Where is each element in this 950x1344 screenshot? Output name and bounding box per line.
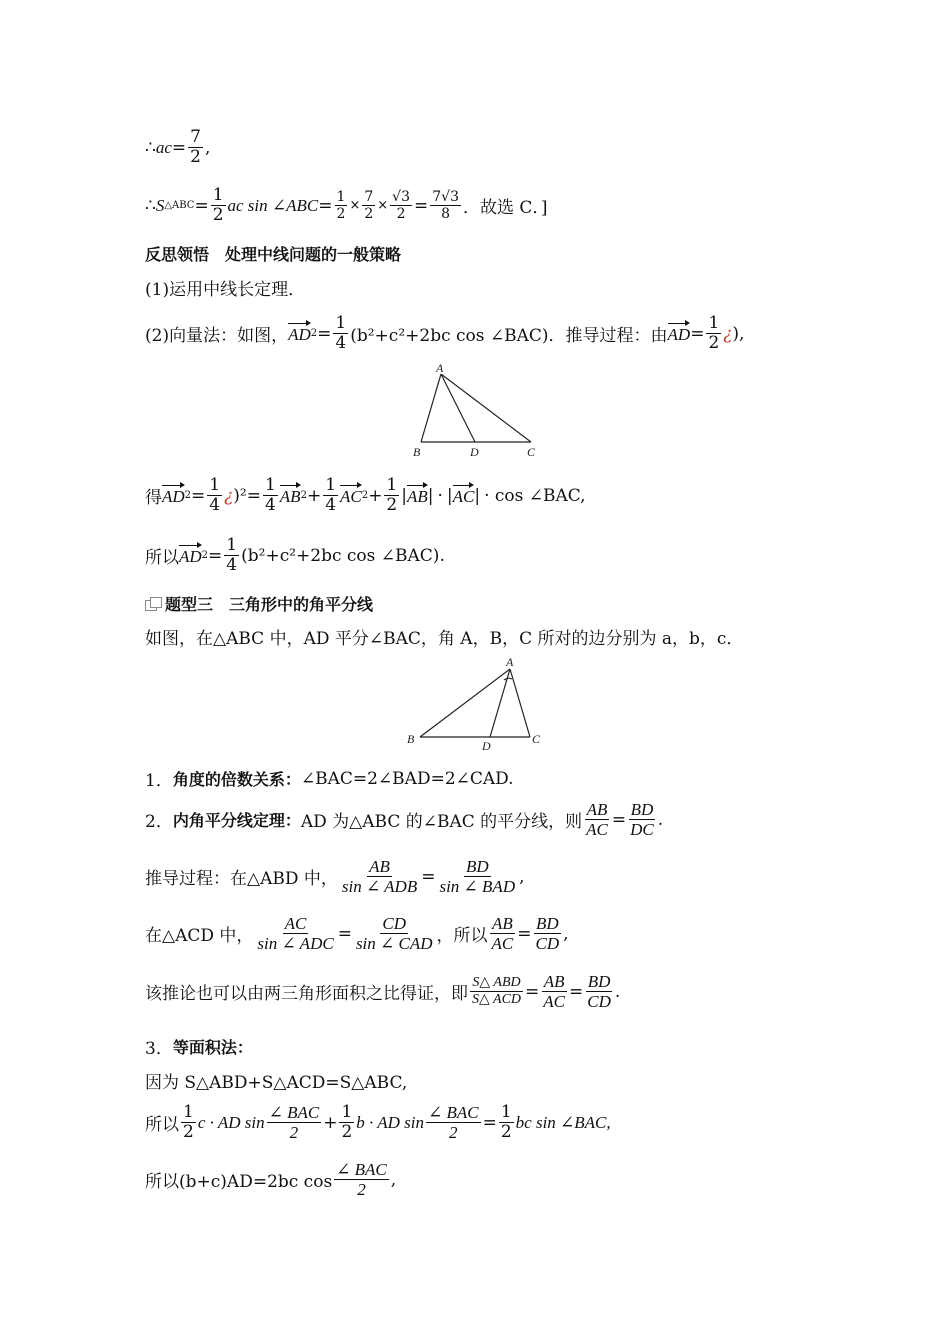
intro-text: 如图，在△ABC 中，AD 平分∠BAC，角 A，B，C 所对的边分别为 a，b，c． [145,629,744,649]
vertex-d-label: D [470,445,479,459]
bisector-triangle-figure [400,655,560,755]
point-2: 2． 内角平分线定理： AD 为△ABC 的∠BAC 的平分线，则 $\frac{AB}{AC}$ = $\frac{BD}{DC}$ . [145,800,664,839]
line-ac: ∴ ac = $\frac{7}{2}$ , [145,127,211,167]
line-derive: 得 AD 2 = $\frac{1}{4}$ ¿ )²= $\frac{1}{4}$ AB 2 + $\frac{1}{4}$ AC 2 + $\frac{1}{2}$ | AB | · | AC | · cos ∠BAC, [145,475,586,515]
line-area: ∴ S △ABC = $\frac{1}{2}$ ac sin ∠ABC = $\frac{1}{2}$ × $\frac{7}{2}$ × $\frac{√3}{2}$ = $\frac{7√3}{8}$ ．故选 C．] [145,185,548,225]
vertex-a-label: A [436,362,444,375]
vertex-d-label: D [482,739,491,753]
vertex-b-label: B [407,732,415,746]
vertex-c-label: C [532,732,541,746]
section-title: 题型三 三角形中的角平分线 [145,592,373,615]
item-1: (1)运用中线长定理． [145,280,306,300]
vertex-c-label: C [527,445,536,459]
derivation-1: 推导过程：在△ABD 中， AB sin ∠ ADB = BD sin ∠ BAD , [145,857,525,896]
point-1: 1． 角度的倍数关系： ∠BAC=2∠BAD=2∠CAD. [145,768,514,791]
equal-area-3: 所以(b+c)AD=2bc cos ∠ BAC 2 , [145,1160,397,1199]
line-conclusion: 所以 AD 2 = $\frac{1}{4}$ (b²+c²+2bc cos ∠BAC). [145,535,445,575]
equal-area-1: 因为 S△ABD+S△ACD=S△ABC, [145,1073,408,1093]
section-icon [145,597,161,611]
reflect-title: 反思领悟 处理中线问题的一般策略 [145,245,402,264]
point-3: 3． 等面积法： [145,1038,253,1059]
item-2: (2)向量法：如图， AD 2 = $\frac{1}{4}$ (b²+c²+2bc cos ∠BAC)．推导过程：由 AD = $\frac{1}{2}$ ¿ ), [145,313,745,353]
derivation-2: 在△ACD 中， AC sin ∠ ADC = CD sin ∠ CAD ，所以 $\frac{AB}{AC}$ = $\frac{BD}{CD}$ , [145,914,569,953]
vertex-b-label: B [413,445,421,459]
equal-area-2: 所以 1 2 c · AD sin ∠ BAC 2 + $\frac{1}{2}$ b · AD sin ∠ BAC 2 = $\frac{1}{2}$ bc sin ∠BAC, [145,1102,611,1142]
median-triangle-figure [405,362,555,462]
vertex-a-label: A [506,655,514,669]
fraction: $\frac{7}{2}$ [190,127,201,167]
derivation-3: 该推论也可以由两三角形面积之比得证，即 S△ ABD S△ ACD = $\frac{AB}{AC}$ = $\frac{BD}{CD}$ . [145,972,621,1011]
